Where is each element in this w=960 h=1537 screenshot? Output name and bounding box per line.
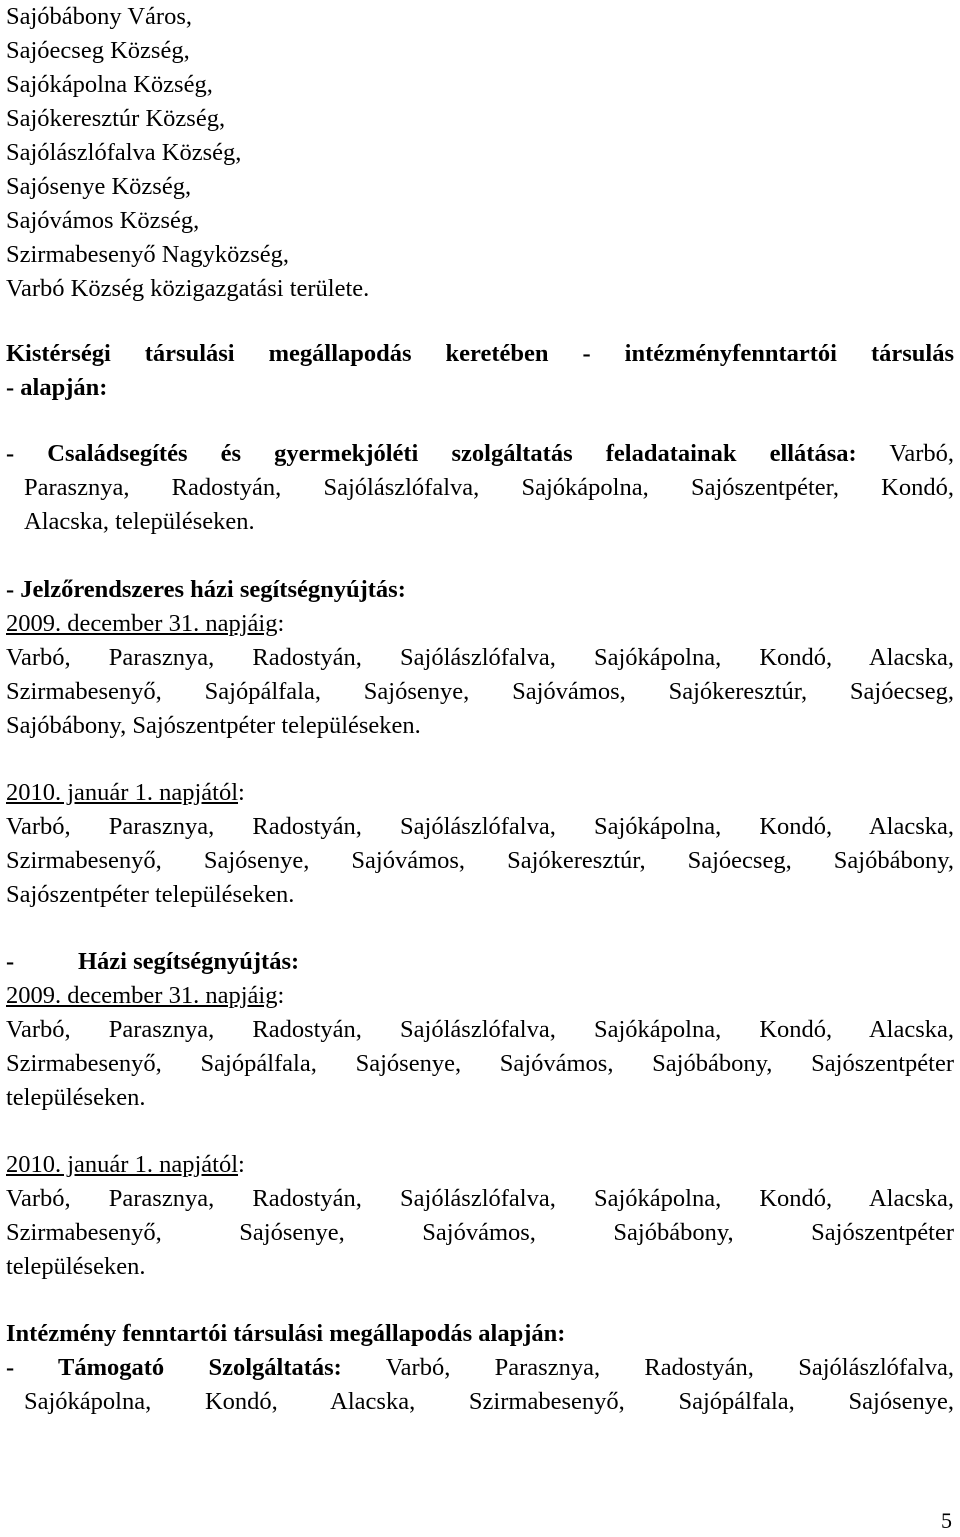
settlement-line: településeken. [6, 1253, 146, 1280]
csaladsegites-line: Alacska, településeken. [24, 508, 255, 535]
heading-text: Intézmény fenntartói társulási megállapodás alapján: [6, 1320, 566, 1347]
period-label-text: 2009. december 31. napjáig [6, 982, 278, 1009]
settlement-line: Varbó, Parasznya, Radostyán, Sajólászlófalva, Sajókápolna, Kondó, Alacska, [6, 644, 954, 671]
period-label-colon: : [238, 1151, 245, 1178]
jelzorendszeres-title [6, 573, 406, 607]
hazi-title-text: Házi segítségnyújtás: [78, 948, 300, 975]
period-label-colon: : [238, 779, 245, 806]
settlement-line: Szirmabesenyő, Sajósenye, Sajóvámos, Sajóbábony, Sajószentpéter [6, 1219, 954, 1246]
period-label [6, 607, 284, 641]
settlement-line: Szirmabesenyő, Sajópálfala, Sajósenye, Sajóvámos, Sajókeresztúr, Sajóecseg, [6, 678, 954, 705]
csaladsegites-line [6, 437, 954, 471]
period-label-colon: : [277, 982, 285, 1009]
settlement-line: Szirmabesenyő, Sajósenye, Sajóvámos, Sajókeresztúr, Sajóecseg, Sajóbábony, [6, 847, 954, 874]
heading-text: Kistérségi társulási megállapodás keretében - intézményfenntartói társulás [6, 340, 954, 367]
place-line: Sajókápolna Község, [6, 71, 213, 98]
settlement-line: Varbó, Parasznya, Radostyán, Sajólászlófalva, Sajókápolna, Kondó, Alacska, [6, 1016, 954, 1043]
csaladsegites-line: Parasznya, Radostyán, Sajólászlófalva, Sajókápolna, Sajószentpéter, Kondó, [24, 474, 954, 501]
place-line: Sajósenye Község, [6, 173, 192, 200]
place-line: Sajóbábony Város, [6, 3, 192, 30]
section-heading-kisterseg [6, 337, 954, 371]
settlement-line: Sajószentpéter településeken. [6, 881, 295, 908]
period-label-text: 2010. január 1. napjától [6, 779, 239, 806]
place-line: Sajólászlófalva Község, [6, 139, 242, 166]
place-line: Szirmabesenyő Nagyközség, [6, 241, 290, 268]
settlement-line: Sajóbábony, Sajószentpéter településeken. [6, 712, 421, 739]
settlement-line: Szirmabesenyő, Sajópálfala, Sajósenye, Sajóvámos, Sajóbábony, Sajószentpéter [6, 1050, 954, 1077]
place-line: Sajóecseg Község, [6, 37, 190, 64]
tamogato-text: Varbó, Parasznya, Radostyán, Sajólászlófalva, [385, 1354, 955, 1381]
tamogato-title: - Támogató Szolgáltatás: [6, 1354, 342, 1381]
hazi-dash: - [6, 948, 15, 975]
period-label-colon: : [277, 610, 285, 637]
tamogato-line [6, 1351, 954, 1385]
place-line: Varbó Község közigazgatási területe. [6, 275, 370, 302]
hazi-title [6, 945, 299, 979]
period-label [6, 979, 284, 1013]
csaladsegites-title: - Családsegítés és gyermekjóléti szolgáltatás feladatainak ellátása: [6, 440, 857, 467]
page-number: 5 [941, 1508, 952, 1533]
csaladsegites-text: Varbó, [889, 440, 955, 467]
settlement-line: Varbó, Parasznya, Radostyán, Sajólászlófalva, Sajókápolna, Kondó, Alacska, [6, 1185, 954, 1212]
period-label-text: 2010. január 1. napjától [6, 1151, 239, 1178]
place-line: Sajóvámos Község, [6, 207, 200, 234]
tamogato-line: Sajókápolna, Kondó, Alacska, Szirmabesenyő, Sajópálfala, Sajósenye, [24, 1388, 954, 1415]
settlement-line: Varbó, Parasznya, Radostyán, Sajólászlófalva, Sajókápolna, Kondó, Alacska, [6, 813, 954, 840]
period-label [6, 776, 245, 810]
section-heading-intezmeny [6, 1317, 565, 1351]
heading-text: - alapján: [6, 374, 108, 401]
jelzorendszeres-title-text: - Jelzőrendszeres házi segítségnyújtás: [6, 576, 406, 603]
place-line: Sajókeresztúr Község, [6, 105, 226, 132]
section-heading-kisterseg-cont [6, 371, 107, 405]
period-label [6, 1148, 245, 1182]
period-label-text: 2009. december 31. napjáig [6, 610, 278, 637]
settlement-line: településeken. [6, 1084, 146, 1111]
